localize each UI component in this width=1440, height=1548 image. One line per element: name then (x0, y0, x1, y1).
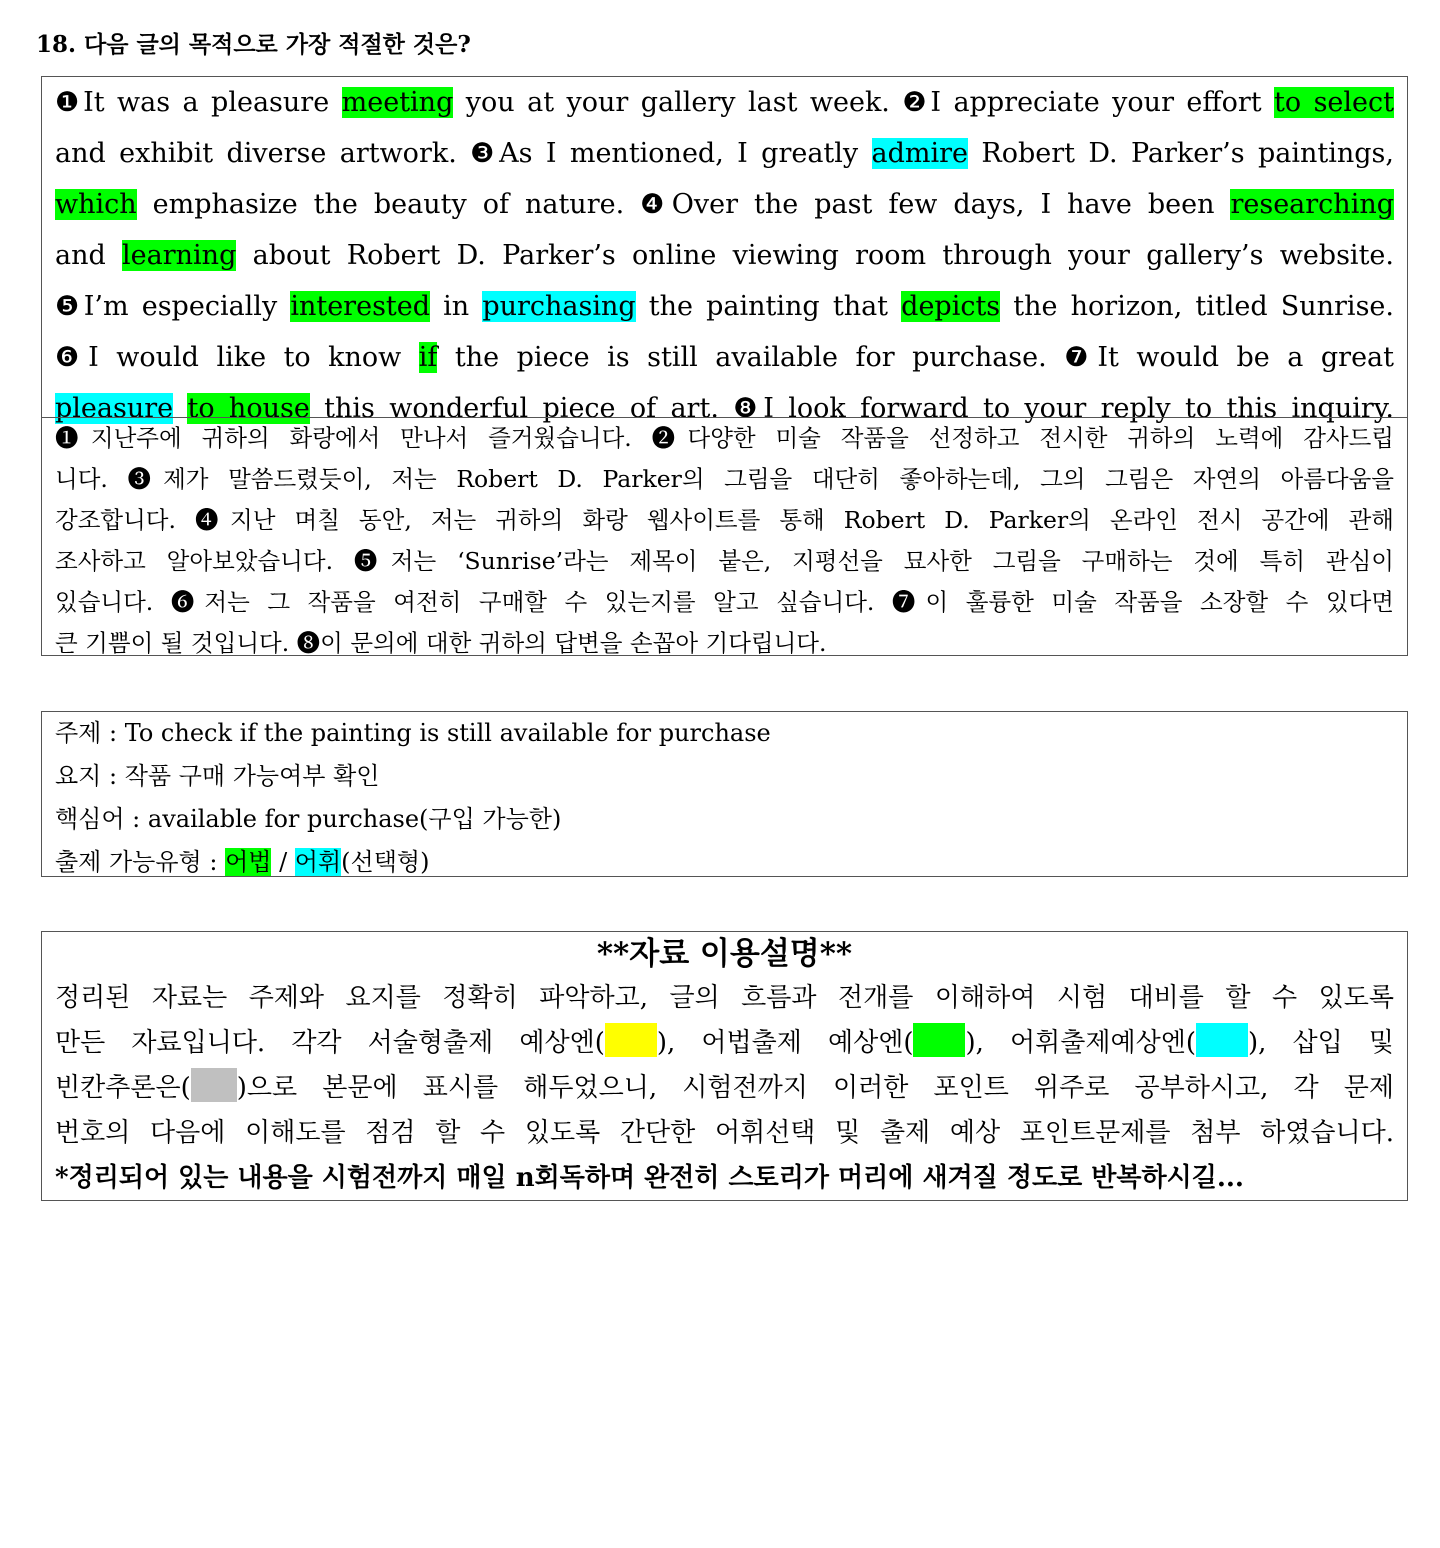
highlight-vocabulary: admire (871, 138, 969, 169)
highlight-grammar: which (55, 189, 137, 220)
highlight-grammar: researching (1230, 189, 1394, 220)
vocabulary-color-swatch (1196, 1023, 1248, 1057)
passage-line-7: pleasure to house this wonderful piece of art. ❽I look forward to your reply to this inquiry. (55, 393, 1395, 424)
translation-line-2: 니다. ❸제가 말씀드렸듯이, 저는 Robert D. Parker의 그림을 대단히 좋아하는데, 그의 그림은 자연의 아름다움을 (55, 465, 1394, 493)
highlight-grammar: if (418, 342, 438, 373)
english-passage (41, 76, 1408, 424)
guide-line-3: 빈칸추론은( )으로 본문에 표시를 해두었으니, 시험전까지 이러한 포인트 위주로 공부하시고, 각 문제 (55, 1066, 1394, 1111)
highlight-grammar: meeting (341, 87, 454, 118)
summary-gist: 요지 : 작품 구매 가능여부 확인 (55, 762, 380, 790)
translation-line-6: 큰 기쁨이 될 것입니다. ❽이 문의에 대한 귀하의 답변을 손꼽아 기다립니다. (55, 629, 827, 657)
highlight-grammar: learning (122, 240, 237, 271)
translation-line-1: ❶지난주에 귀하의 화랑에서 만나서 즐거웠습니다. ❷다양한 미술 작품을 선정하고 전시한 귀하의 노력에 감사드립 (55, 424, 1394, 452)
translation-line-5: 있습니다. ❻저는 그 작품을 여전히 구매할 수 있는지를 알고 싶습니다. ❼이 훌륭한 미술 작품을 소장할 수 있다면 (55, 588, 1394, 616)
passage-line-1: ❶It was a pleasure meeting you at your gallery last week. ❷I appreciate your effort to select (55, 87, 1394, 118)
guide-line-2: 만든 자료입니다. 각각 서술형출제 예상엔( ), 어법출제 예상엔( ), 어휘출제예상엔( ), 삽입 및 (55, 1021, 1394, 1066)
summary-topic: 주제 : To check if the painting is still available for purchase (55, 719, 771, 747)
usage-guide-box (41, 931, 1408, 1201)
guide-heading: **자료 이용설명** (596, 936, 853, 972)
essay-color-swatch (605, 1023, 657, 1057)
guide-line-5: *정리되어 있는 내용을 시험전까지 매일 n회독하며 완전히 스토리가 머리에 새겨질 정도로 반복하시길... (55, 1163, 1244, 1193)
type-grammar-badge: 어법 (225, 848, 272, 876)
highlight-grammar: depicts (901, 291, 1001, 322)
passage-line-2: and exhibit diverse artwork. ❸As I mentioned, I greatly admire Robert D. Parker’s paintings, (55, 138, 1394, 169)
insertion-blank-color-swatch (191, 1068, 237, 1102)
highlight-vocabulary: pleasure (55, 393, 174, 424)
guide-line-4: 번호의 다음에 이해도를 점검 할 수 있도록 간단한 어휘선택 및 출제 예상 포인트문제를 첨부 하였습니다. (55, 1118, 1394, 1148)
passage-line-6: ❻I would like to know if the piece is still available for purchase. ❼It would be a great (55, 342, 1394, 373)
highlight-grammar: interested (290, 291, 431, 322)
summary-box (41, 711, 1408, 877)
passage-line-4: and learning about Robert D. Parker’s online viewing room through your gallery’s website. (55, 240, 1394, 271)
grammar-color-swatch (913, 1023, 965, 1057)
passage-line-5: ❺I’m especially interested in purchasing the painting that depicts the horizon, titled Sunrise. (55, 291, 1394, 322)
highlight-vocabulary: purchasing (482, 291, 636, 322)
summary-keyword: 핵심어 : available for purchase(구입 가능한) (55, 805, 562, 833)
passage-line-3: which emphasize the beauty of nature. ❹Over the past few days, I have been researching (55, 189, 1394, 220)
highlight-grammar: to house (187, 393, 310, 424)
korean-translation (41, 417, 1408, 656)
translation-line-4: 조사하고 알아보았습니다. ❺저는 ‘Sunrise’라는 제목이 붙은, 지평선을 묘사한 그림을 구매하는 것에 특히 관심이 (55, 547, 1394, 575)
summary-question-types: 출제 가능유형 : 어법 / 어휘(선택형) (55, 848, 430, 876)
translation-line-3: 강조합니다. ❹지난 며칠 동안, 저는 귀하의 화랑 웹사이트를 통해 Robert D. Parker의 온라인 전시 공간에 관해 (55, 506, 1394, 534)
question-title: 18. 다음 글의 목적으로 가장 적절한 것은? (36, 31, 471, 58)
guide-line-1: 정리된 자료는 주제와 요지를 정확히 파악하고, 글의 흐름과 전개를 이해하여 시험 대비를 할 수 있도록 (55, 983, 1394, 1013)
type-vocabulary-badge: 어휘 (294, 848, 342, 876)
highlight-grammar: to select (1274, 87, 1394, 118)
